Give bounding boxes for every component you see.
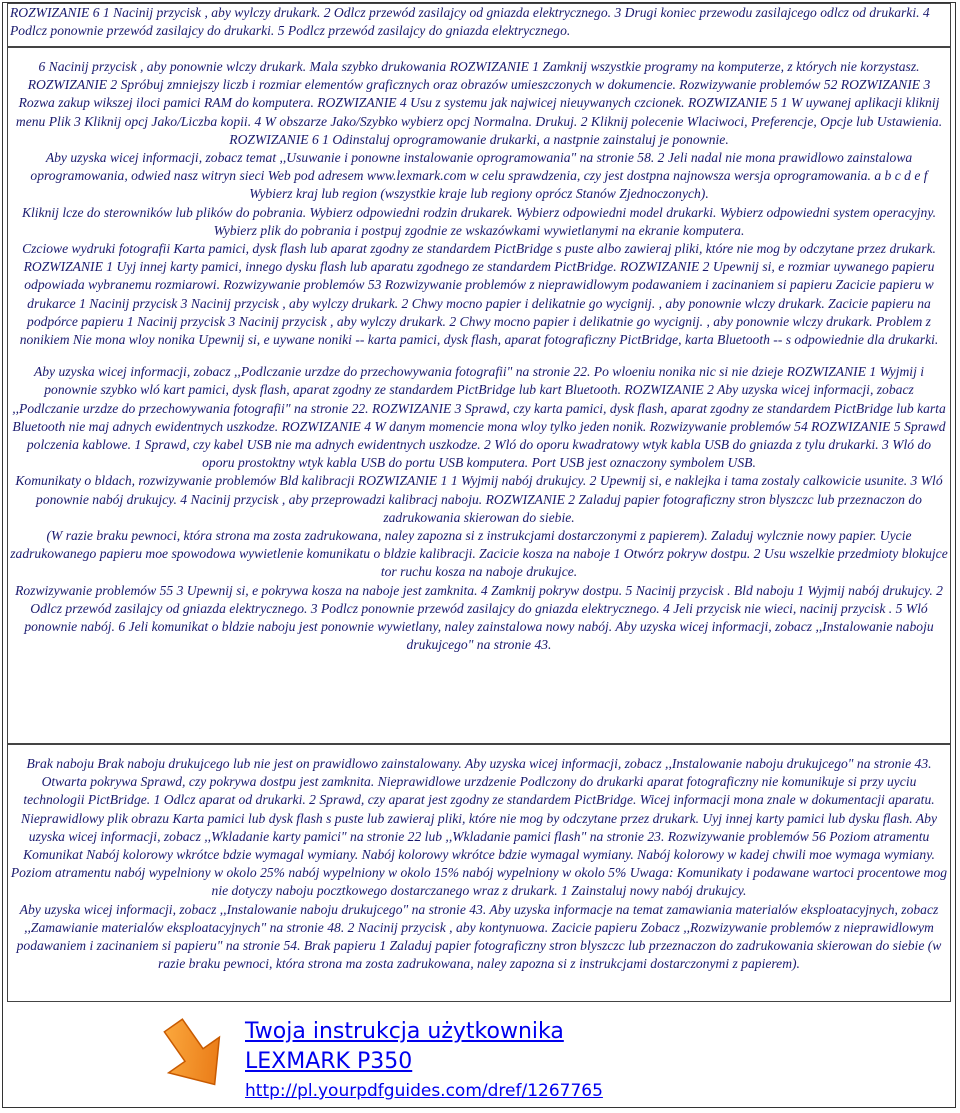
paragraph: Kliknij lcze do sterowników lub plików do pobrania. Wybierz odpowiedni rodzin drukarek. Wybierz odpowiedni model drukarki. Wybierz odpowiedni system operacyjny. Wybierz plik do pobrania i postpuj zgodnie ze wskazówkami wywietlanymi na ekranie komputera. [21,204,937,238]
source-url-link[interactable]: http://pl.yourpdfguides.com/dref/1267765 [245,1081,603,1101]
paragraph: Czciowe wydruki fotografii Karta pamici, dysk flash lub aparat zgodny ze standardem PictBridge s puste albo zawieraj pliki, które nie mog by odczytane przez drukark. ROZWIZANIE 1 Uyj innej karty pamici, innego dysku flash lub aparatu zgodnego ze standardem PictBridge. ROZWIZANIE 2 Upewnij si, e rozmiar uywanego papieru odpowiada wybranemu rozmiarowi. Rozwizywanie problemów 53 Rozwizywanie problemów z nieprawidlowym podawaniem i zacinaniem si papieru Zacicie papieru w drukarce 1 Nacinij przycisk 3 Nacinij przycisk , aby wylczy drukark. 2 Chwy mocno papier i delikatnie go wycignij. , aby ponownie wlczy drukark. Zacicie papieru na podpórce papieru 1 Nacinij przycisk 3 Nacinij przycisk , aby wylczy drukark. 2 Chwy mocno papier i delikatnie go wycignij. , aby ponownie wlczy drukark. Problem z nonikiem Nie mona wloy nonika Upewnij si, e uywane noniki -- karta pamici, dysk flash, aparat fotograficzny PictBridge, karta Bluetooth -- s odpowiednie dla drukarki. [19,241,939,348]
paragraph: Brak naboju Brak naboju drukujcego lub nie jest on prawidlowo zainstalowany. Aby uzyska wicej informacji, zobacz ,,Instalowanie naboju drukujcego" na stronie 43. Otwarta pokrywa Sprawd, czy pokrywa dostpu jest zamknita. Nieprawidlowe urzdzenie Podlczony do drukarki aparat fotograficzny nie komunikuje si przy uyciu technologii PictBridge. 1 Odlcz aparat od drukarki. 2 Sprawd, czy aparat jest zgodny ze standardem PictBridge. Wicej informacji mona znale w dokumentacji aparatu. Nieprawidlowy plik obrazu Karta pamici lub dysk flash s puste lub zawieraj pliki, które nie mog by odczytane przez drukark. Uyj innej karty pamici lub dysku flash. Aby uzyska wicej informacji, zobacz ,,Wkladanie karty pamici" na stronie 22 lub ,,Wkladanie pamici flash" na stronie 23. Rozwizywanie problemów 56 Poziom atramentu Komunikat Nabój kolorowy wkrótce bdzie wymagal wymiany. Nabój kolorowy wkrótce bdzie wymagal wymiany. Nabój kolorowy w kadej chwili moe wymaga wymiany. Poziom atramentu nabój wypelniony w okolo 25% nabój wypelniony w okolo 15% nabój wypelniony w okolo 5% Uwaga: Komunikaty i podawane wartoci procentowe mog nie dotyczy naboju pocztkowego dostarczanego wraz z drukark. 1 Zainstaluj nowy nabój drukujcy. [10,756,948,899]
paragraph: Aby uzyska wicej informacji, zobacz temat ,,Usuwanie i ponowne instalowanie oprogramowania" na stronie 58. 2 Jeli nadal nie mona prawidlowo zainstalowa oprogramowania, odwied nasz witryn sieci Web pod adresem www.lexmark.com w celu sprawdzenia, czy jest dostpna najnowsza wersja oprogramowania. a b c d e f Wybierz kraj lub region (wszystkie kraje lub regiony oprócz Stanów Zjednoczonych). [30,150,928,202]
paragraph: Komunikaty o bldach, rozwizywanie problemów Bld kalibracji ROZWIZANIE 1 1 Wyjmij nabój drukujcy. 2 Upewnij si, e naklejka i tama zostaly calkowicie usunite. 3 Wló ponownie nabój drukujcy. 4 Nacinij przycisk , aby przeprowadzi kalibracj naboju. ROZWIZANIE 2 Zaladuj papier fotograficzny stron blyszczc lub przeznaczon do zadrukowania skierowan do siebie. [15,473,943,525]
orange-arrow-icon [153,1015,235,1095]
manual-title-link[interactable]: Twoja instrukcja użytkownika [245,1019,564,1044]
paragraph: Aby uzyska wicej informacji, zobacz ,,Instalowanie naboju drukujcego" na stronie 43. Aby uzyska informacje na temat zamawiania materialów eksploatacyjnych, zobacz ,,Zamawianie materialów eksploatacyjnych" na stronie 48. 2 Nacinij przycisk , aby kontynuowa. Zacicie papieru Zobacz ,,Rozwizywanie problemów z nieprawidlowym podawaniem i zacinaniem si papieru" na stronie 54. Brak papieru 1 Zaladuj papier fotograficzny stron blyszczc lub przeznaczon do zadrukowania skierowan do siebie (w razie braku pewnoci, która strona ma zosta zadrukowana, naley zapozna si z instrukcjami dostarczonymi z papierem). [16,901,942,972]
paragraph: Aby uzyska wicej informacji, zobacz ,,Podlczanie urzdze do przechowywania fotografii" na stronie 22. Po wloeniu nonika nic si nie dzieje ROZWIZANIE 1 Wyjmij i ponownie szybko wló kart pamici, dysk flash, aparat zgodny ze standardem PictBridge lub kart Bluetooth. ROZWIZANIE 2 Aby uzyska wicej informacji, zobacz ,,Podlczanie urzdze do przechowywania fotografii" na stronie 22. ROZWIZANIE 3 Sprawd, czy karta pamici, dysk flash, aparat zgodny ze standardem PictBridge lub karta Bluetooth nie maj adnych ewidentnych uszkodze. ROZWIZANIE 4 W danym momencie mona wloy tylko jeden nonik. Rozwizywanie problemów 54 ROZWIZANIE 5 Sprawd polczenia kablowe. 1 Sprawd, czy kabel USB nie ma adnych ewidentnych uszkodze. 2 Wló do oporu kwadratowy wtyk kabla USB do gniazda z tylu drukarki. 3 Wló do oporu prostoktny wtyk kabla USB do portu USB komputera. Port USB jest oznaczony symbolem USB. [12,364,946,471]
paragraph: Rozwizywanie problemów 55 3 Upewnij si, e pokrywa kosza na naboje jest zamknita. 4 Zamknij pokryw dostpu. 5 Nacinij przycisk . Bld naboju 1 Wyjmij nabój drukujcy. 2 Odlcz przewód zasilajcy od gniazda elektrycznego. 3 Podlcz ponownie przewód zasilajcy do gniazda elektrycznego. 4 Jeli przycisk nie wieci, nacinij przycisk . 5 Wló ponownie nabój. 6 Jeli komunikat o bldzie naboju jest ponownie wywietlany, naley zainstalowa nowy nabój. Aby uzyska wicej informacji, zobacz ,,Instalowanie naboju drukujcego" na stronie 43. [15,582,943,653]
model-link[interactable]: LEXMARK P350 [245,1049,413,1074]
paragraph: 6 Nacinij przycisk , aby ponownie wlczy drukark. Mala szybko drukowania ROZWIZANIE 1 Zamknij wszystkie programy na komputerze, z których nie korzystasz. ROZWIZANIE 2 Spróbuj zmniejszy liczb i rozmiar elementów graficznych oraz obrazów umieszczonych w dokumencie. Rozwizywanie problemów 52 ROZWIZANIE 3 Rozwa zakup wikszej iloci pamici RAM do komputera. ROZWIZANIE 4 Usu z systemu jak najwicej nieuywanych czcionek. ROZWIZANIE 5 1 W uywanej aplikacji kliknij menu Plik 3 Kliknij opcj Jako/Liczba kopii. 4 W obszarze Jako/Szybko wybierz opcj Normalna. Drukuj. 2 Kliknij polecenie Wlaciwoci, Preferencje, Opcje lub Ustawienia. ROZWIZANIE 6 1 Odinstaluj oprogramowanie drukarki, a nastpnie zainstaluj je ponownie. [15,59,943,147]
header-text-box [7,3,951,47]
footer-text [245,1017,603,1105]
document-page [2,2,956,1108]
paragraph: ROZWIZANIE 6 1 Nacinij przycisk , aby wylczy drukark. 2 Odlcz przewód zasilajcy od gniazda elektrycznego. 3 Drugi koniec przewodu zasilajcego odlcz od drukarki. 4 Podlcz ponownie przewód zasilajcy do drukarki. 5 Podlcz przewód zasilajcy do gniazda elektrycznego. [10,5,930,39]
paragraph: (W razie braku pewnoci, która strona ma zosta zadrukowana, naley zapozna si z instrukcjami dostarczonymi z papierem). Zaladuj wylcznie nowy papier. Uycie zadrukowanego papieru moe spowodowa wywietlenie komunikatu o bldzie kalibracji. Zacicie kosza na naboje 1 Otwórz pokryw dostpu. 2 Usu wszelkie przedmioty blokujce tor ruchu kosza na naboje drukujce. [10,528,948,580]
main-text-box [7,47,951,744]
lower-text-box [7,744,951,1002]
footer [3,1003,955,1109]
